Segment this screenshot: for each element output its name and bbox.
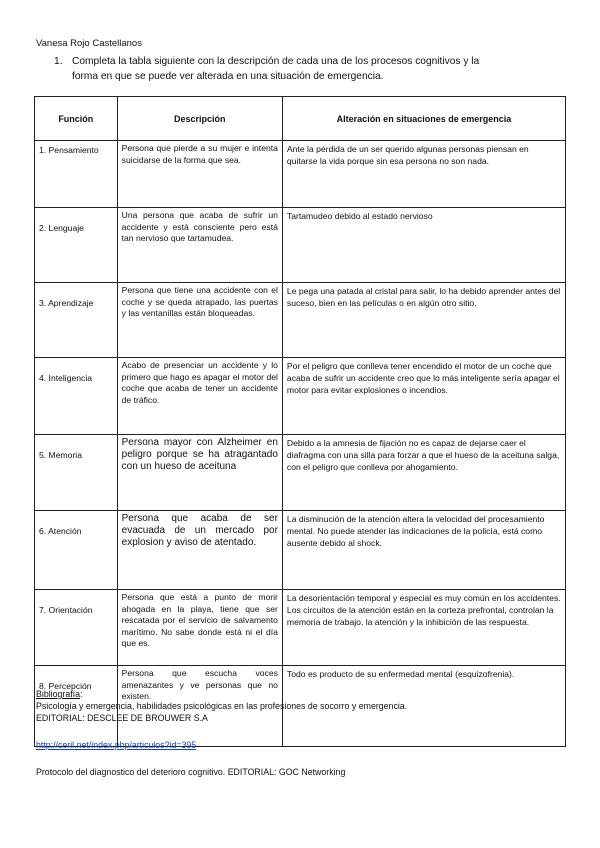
bibliography (36, 688, 556, 724)
header-alteracion: Alteración en situaciones de emergencia (282, 97, 565, 141)
cell-alteracion: Le pega una patada al cristal para salir, lo ha debido aprender antes del suceso, bien en las películas o en algún otro sitio. (282, 283, 565, 358)
table-row (35, 283, 566, 358)
table-row (35, 358, 566, 435)
cell-funcion: 8. Percepción (35, 666, 118, 747)
cell-descripcion: Acabo de presenciar un accidente y lo primero que hago es apagar el motor del coche que acaba de tener un accidente de tráfico. (117, 358, 282, 435)
cell-descripcion: Persona que tiene una accidente con el coche y se queda atrapado, las puertas y las ventanillas están bloqueadas. (117, 283, 282, 358)
table-row (35, 208, 566, 283)
table-row (35, 511, 566, 590)
cognitive-processes-table (34, 96, 566, 747)
cell-alteracion: La desorientación temporal y especial es muy común en los accidentes. Los circuitos de la atención están en la corteza prefrontal, controlan la memoria de trabajo, la atención y la inhibición de las respuesta. (282, 590, 565, 666)
cell-alteracion: Tartamudeo debido al estado nervioso (282, 208, 565, 283)
cell-alteracion: La disminución de la atención altera la velocidad del procesamiento mental. No puede atender las indicaciones de la policía, está como ausente debido al shock. (282, 511, 565, 590)
instruction-text: Completa la tabla siguiente con la descripción de cada una de los procesos cognitivos y la forma en que se puede ver alterada en una situación de emergencia. (72, 56, 480, 82)
cell-alteracion: Por el peligro que conlleva tener encendido el motor de un coche que acaba de sufrir un accidente creo que lo más inteligente sería apagar el motor para evitar explosiones o incendios. (282, 358, 565, 435)
cell-funcion: 7. Orientación (35, 590, 118, 666)
table-row (35, 141, 566, 208)
cell-funcion: 3. Aprendizaje (35, 283, 118, 358)
cell-alteracion: Ante la pérdida de un ser querido algunas personas piensan en quitarse la vida porque sin esa persona no son nada. (282, 141, 565, 208)
bibliography-heading: Bibliografía (36, 689, 81, 699)
cell-descripcion: Persona que pierde a su mujer e intenta suicidarse de la forma que sea. (117, 141, 282, 208)
cell-descripcion: Persona mayor con Alzheimer en peligro porque se ha atragantado con un hueso de aceituna (117, 435, 282, 511)
cell-descripcion: Una persona que acaba de sufrir un accidente y está consciente pero está tan nervioso que tartamudea. (117, 208, 282, 283)
bibliography-line-3: Protocolo del diagnostico del deterioro cognitivo. EDITORIAL: GOC Networking (36, 767, 346, 777)
table-row (35, 590, 566, 666)
cell-funcion: 4. Inteligencia (35, 358, 118, 435)
cell-descripcion: Persona que está a punto de morir ahogada en la playa, tiene que ser rescatada por el servicio de salvamento marítimo. No sabe donde está ni el día que es. (117, 590, 282, 666)
cell-funcion: 1. Pensamiento (35, 141, 118, 208)
cell-alteracion: Todo es producto de su enfermedad mental (esquizofrenia). (282, 666, 565, 747)
instruction (54, 54, 494, 84)
cell-alteracion: Debido a la amnesia de fijación no es capaz de dejarse caer el diafragma con una silla para forzar a que el hueso de la aceituna salga, con el peligro que conlleva por ahogamiento. (282, 435, 565, 511)
cell-funcion: 6. Atención (35, 511, 118, 590)
bibliography-link[interactable]: http://ceril.net/index.php/articulos?id=395 (36, 740, 197, 750)
table-row (35, 435, 566, 511)
cell-funcion: 5. Memoria (35, 435, 118, 511)
cell-descripcion: Persona que escucha voces amenazantes y ve personas que no existen. (117, 666, 282, 747)
bibliography-line-2: EDITORIAL: DESCLEE DE BROUWER S.A (36, 713, 208, 723)
header-descripcion: Descripción (117, 97, 282, 141)
instruction-number: 1. (54, 56, 63, 67)
cell-descripcion: Persona que acaba de ser evacuada de un mercado por explosion y aviso de atentado. (117, 511, 282, 590)
cell-funcion: 2. Lenguaje (35, 208, 118, 283)
author-name: Vanesa Rojo Castellanos (36, 38, 142, 49)
bibliography-colon: : (80, 689, 83, 699)
table-header-row (35, 97, 566, 141)
header-funcion: Función (35, 97, 118, 141)
bibliography-line-1: Psicología y emergencia, habilidades psicológicas en las profesiones de socorro y emergencia. (36, 701, 408, 711)
